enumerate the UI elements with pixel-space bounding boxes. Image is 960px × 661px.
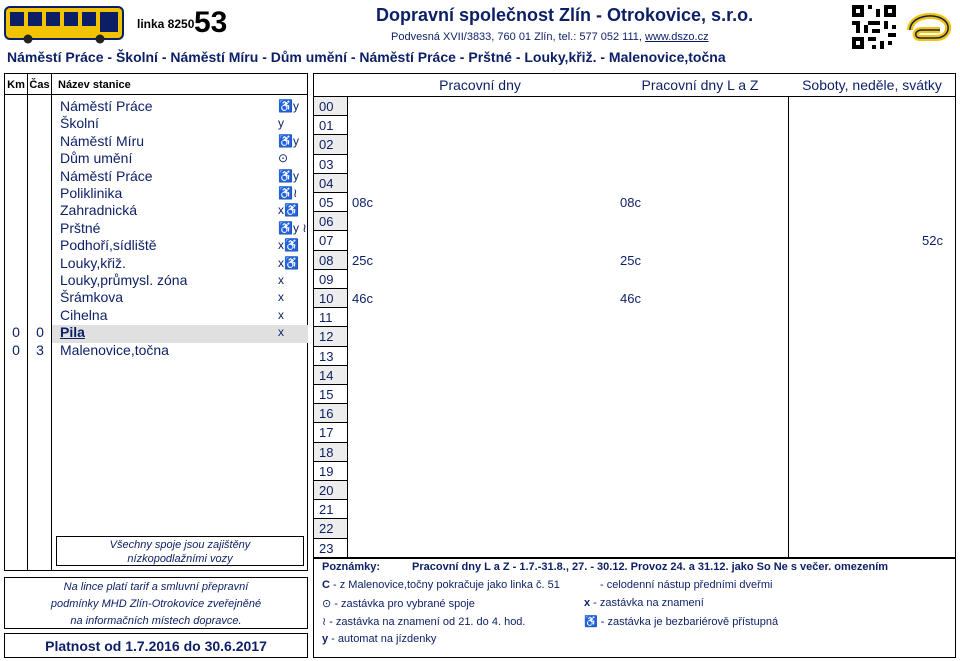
note-barrier-free-text: - zastávka je bezbariérově přístupná [600, 616, 779, 628]
departure-time[interactable]: 52c [922, 233, 943, 249]
website-link[interactable]: www.dszo.cz [645, 31, 709, 43]
night-request-icon: ≀ [322, 616, 330, 628]
note-request-stop-text: - zastávka na znamení [590, 597, 704, 609]
stop-symbols: ♿≀ [278, 186, 298, 200]
validity-period: Platnost od 1.7.2016 do 30.6.2017 [4, 633, 308, 658]
note-ticket-machine-text: - automat na jízdenky [328, 633, 437, 645]
stop-name: Podhoří,sídliště [60, 237, 157, 254]
hour-cell: 23 [314, 539, 347, 558]
bus-logo-icon [4, 4, 128, 44]
hour-column [314, 96, 348, 557]
stop-symbols: ♿y [278, 99, 299, 113]
notes-panel [313, 558, 956, 658]
dszo-logo-icon [904, 8, 956, 50]
section-header-workdays-holiday: Pracovní dny L a Z [641, 77, 759, 93]
hour-cell: 05 [314, 193, 347, 212]
stop-name: Malenovice,točna [60, 341, 169, 358]
stop-name: Náměstí Práce [60, 98, 153, 114]
hour-cell: 09 [314, 270, 347, 289]
stop-row[interactable] [0, 289, 308, 306]
hour-cell: 02 [314, 135, 347, 154]
section-header-weekend: Soboty, neděle, svátky [802, 77, 942, 93]
stop-km: 0 [12, 324, 20, 341]
line-number: 53 [194, 6, 228, 39]
note-c-key: C [322, 579, 330, 591]
stop-symbols: x [278, 290, 284, 305]
route-title: Náměstí Práce - Školní - Náměstí Míru - Dům umění - Náměstí Práce - Prštné - Louky,křiž. - Malenovice,točna [7, 49, 726, 65]
hour-cell: 14 [314, 366, 347, 385]
hour-cell: 10 [314, 289, 347, 308]
stop-name: Dům umění [60, 150, 133, 167]
timetable-grid [313, 73, 956, 558]
tariff-note-line: podmínky MHD Zlín-Otrokovice zveřejněné [50, 598, 262, 610]
stop-symbols: x♿ [278, 238, 299, 253]
stop-name: Poliklinika [60, 185, 123, 201]
note-y-key: y [322, 633, 329, 645]
stop-row[interactable] [0, 324, 308, 341]
stop-row[interactable] [0, 133, 308, 150]
note-c-text: - z Malenovice,točny pokračuje jako linka č. 51 [329, 579, 560, 591]
stop-name: Louky,průmysl. zóna [60, 272, 188, 288]
stop-symbols: x [278, 307, 284, 322]
hour-cell: 03 [314, 155, 347, 174]
tariff-note-line: Na lince platí tarif a smluvní přepravní [63, 581, 249, 593]
stop-row[interactable] [0, 307, 308, 324]
notes-label: Poznámky: [322, 561, 381, 573]
hour-cell: 20 [314, 481, 347, 500]
hour-cell: 01 [314, 116, 347, 135]
qr-code-icon [852, 5, 896, 49]
note-front-door: - celodenní nástup předními dveřmi [600, 579, 773, 591]
stop-row[interactable] [0, 237, 308, 254]
stop-name: Náměstí Práce [60, 167, 153, 184]
stop-name: Pila [60, 324, 85, 341]
stop-name: Náměstí Míru [60, 132, 145, 149]
stop-symbols: x [278, 273, 284, 287]
hour-cell: 21 [314, 500, 347, 519]
address-text: Podvesná XVII/3833, 760 01 Zlín, tel.: 577 052 111, [391, 31, 645, 43]
note-request-stop [584, 597, 704, 609]
departure-time[interactable]: 46c [352, 291, 373, 306]
notes-service-periods: Pracovní dny L a Z - 1.7.-31.8., 27. - 30.12. Provoz 24. a 31.12. jako So Ne s večer. omezením [412, 561, 889, 573]
hour-cell: 07 [314, 231, 347, 250]
stop-symbols: ♿y ≀ [278, 220, 307, 235]
hour-cell: 13 [314, 347, 347, 366]
stop-row[interactable] [0, 185, 308, 202]
clock-stop-icon: ⊙ [322, 598, 335, 610]
note-night-request [322, 615, 525, 628]
departure-time[interactable]: 25c [352, 252, 373, 268]
departure-time[interactable]: 08c [352, 195, 373, 210]
hour-cell: 18 [314, 443, 347, 462]
stop-row[interactable] [0, 272, 308, 289]
stop-row[interactable] [0, 98, 308, 115]
stop-row[interactable] [0, 150, 308, 167]
time-column-header: Čas [28, 73, 52, 95]
stop-symbols: ⊙ [278, 151, 289, 166]
stop-name: Šrámkova [60, 289, 124, 306]
tariff-note [4, 577, 308, 629]
hour-cell: 00 [314, 97, 347, 116]
stop-symbols: y [278, 116, 284, 131]
departure-time[interactable]: 25c [620, 252, 641, 268]
low-floor-note-line: Všechny spoje jsou zajištěny [109, 539, 251, 551]
line-label: linka 8250 [137, 17, 195, 31]
stop-symbols: ♿y [278, 133, 299, 148]
stop-name: Zahradnická [60, 202, 138, 219]
company-address [391, 31, 709, 43]
stop-name: Cihelna [60, 306, 108, 323]
section-weekend [788, 96, 956, 557]
note-c [322, 579, 560, 591]
stop-row[interactable] [0, 115, 308, 132]
stop-row[interactable] [0, 202, 308, 219]
note-ticket-machine [322, 633, 436, 645]
hour-cell: 08 [314, 251, 347, 270]
tariff-note-line: na informačních místech dopravce. [70, 615, 242, 627]
stop-time: 0 [36, 324, 44, 341]
km-column-header: Km [4, 73, 28, 95]
note-night-request-text: - zastávka na znamení od 21. do 4. hod. [329, 616, 526, 628]
low-floor-note-line: nízkopodlažními vozy [127, 553, 233, 565]
stop-symbols: ♿y [278, 168, 299, 183]
section-workdays-holiday [612, 96, 788, 557]
stop-symbols: x♿ [278, 255, 299, 270]
low-floor-note [56, 536, 304, 566]
stop-row[interactable] [0, 168, 308, 185]
stop-time: 3 [36, 341, 44, 358]
section-header-workdays: Pracovní dny [439, 77, 521, 93]
hour-cell: 12 [314, 327, 347, 346]
stop-symbols: x♿ [278, 203, 299, 218]
stop-km: 0 [12, 341, 20, 358]
company-name: Dopravní společnost Zlín - Otrokovice, s.r.o. [376, 5, 754, 25]
note-barrier-free [584, 615, 778, 628]
stop-name: Louky,křiž. [60, 254, 126, 271]
departure-time[interactable]: 08c [620, 195, 641, 210]
note-optional-stop-text: - zastávka pro vybrané spoje [334, 598, 475, 610]
hour-cell: 06 [314, 212, 347, 231]
stop-name: Prštné [60, 219, 101, 236]
hour-cell: 19 [314, 462, 347, 481]
note-optional-stop [322, 597, 475, 610]
hour-cell: 15 [314, 385, 347, 404]
stop-symbols: x [278, 325, 284, 340]
wheelchair-icon: ♿ [584, 616, 601, 628]
stop-name-column-header: Název stanice [52, 73, 308, 95]
hour-cell: 11 [314, 308, 347, 327]
note-x-key: x [584, 597, 591, 609]
stop-row[interactable] [0, 255, 308, 272]
stop-row[interactable] [0, 342, 308, 359]
section-workdays [348, 96, 612, 557]
departure-time[interactable]: 46c [620, 291, 641, 306]
stop-name: Školní [60, 115, 99, 132]
hour-cell: 22 [314, 519, 347, 538]
hour-cell: 16 [314, 404, 347, 423]
hour-cell: 17 [314, 423, 347, 442]
hour-cell: 04 [314, 174, 347, 193]
stop-row[interactable] [0, 220, 308, 237]
